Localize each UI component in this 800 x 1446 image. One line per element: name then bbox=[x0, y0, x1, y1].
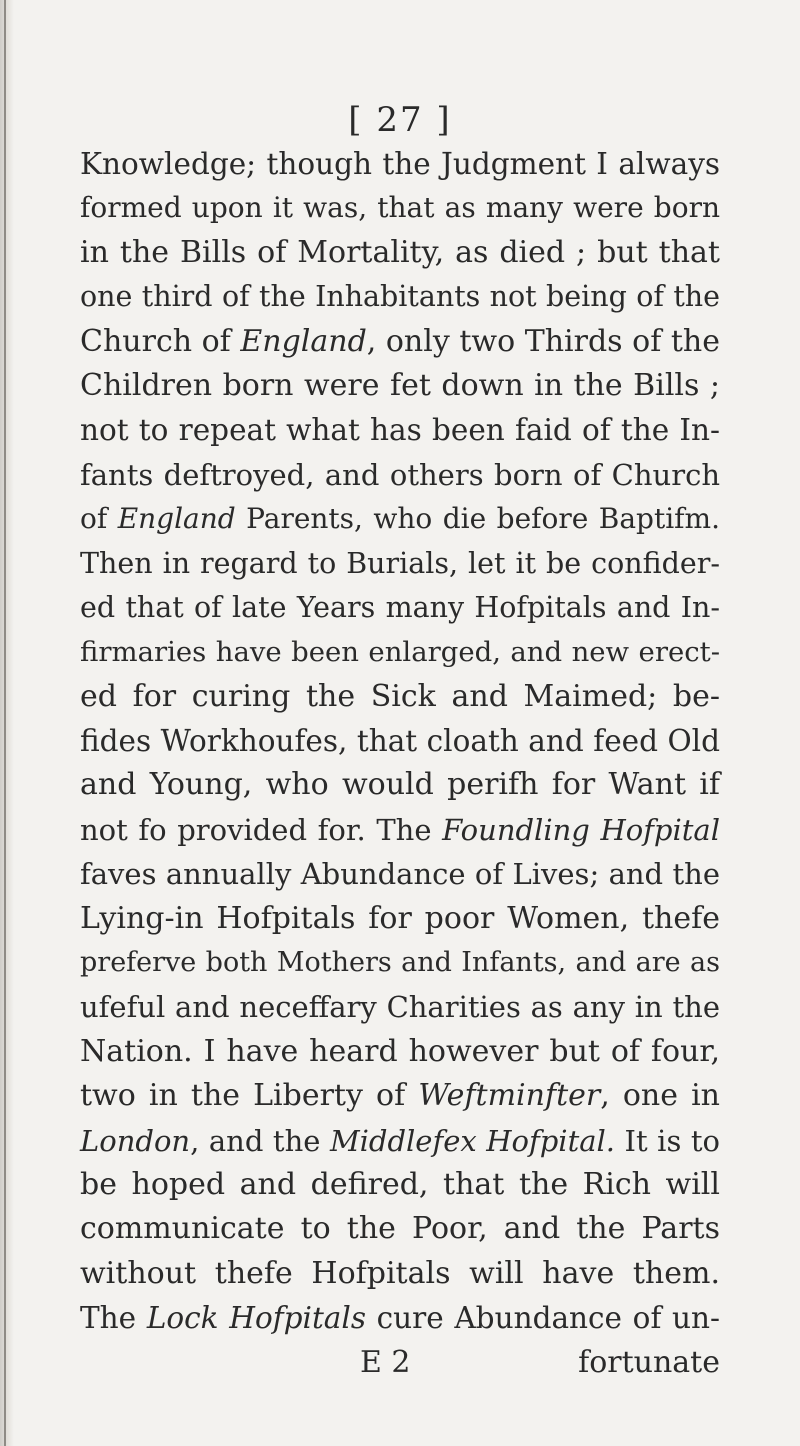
italic-text: England bbox=[240, 323, 367, 359]
line-text: not fo provided for. The bbox=[80, 812, 443, 847]
line-text: Lying-in Hofpitals for poor Women, thefe bbox=[80, 900, 720, 936]
line-text: faves annually Abundance of Lives; and the bbox=[80, 857, 720, 892]
italic-text: London bbox=[80, 1123, 191, 1158]
text-line bbox=[80, 897, 720, 941]
text-line bbox=[80, 497, 720, 541]
text-line bbox=[80, 808, 720, 852]
text-line bbox=[80, 453, 720, 497]
text-line bbox=[80, 1030, 720, 1074]
text-line bbox=[80, 763, 720, 807]
line-text: Children born were fet down in the Bills ; bbox=[80, 367, 720, 403]
text-line bbox=[80, 542, 720, 586]
text-line bbox=[80, 1163, 720, 1207]
text-line bbox=[80, 1119, 720, 1163]
text-line bbox=[80, 941, 720, 985]
line-text: communicate to the Poor, and the Parts bbox=[80, 1211, 720, 1247]
line-text: be hoped and defired, that the Rich will bbox=[80, 1166, 720, 1202]
signature-mark: E 2 bbox=[360, 1344, 411, 1380]
line-text: Then in regard to Burials, let it be confider- bbox=[80, 546, 720, 580]
text-line bbox=[80, 586, 720, 630]
line-text: of bbox=[80, 502, 118, 536]
line-text: , one in bbox=[600, 1078, 720, 1114]
binding-edge-line bbox=[4, 0, 6, 1446]
line-text: It is to bbox=[615, 1123, 720, 1158]
italic-text: England bbox=[117, 502, 236, 536]
line-text: Parents, who die before Baptifm. bbox=[235, 502, 720, 536]
line-text: fides Workhoufes, that cloath and feed Old bbox=[80, 724, 720, 759]
italic-text: Middlefex Hofpital. bbox=[329, 1123, 616, 1158]
text-line bbox=[80, 364, 720, 408]
line-text: ed that of late Years many Hofpitals and In- bbox=[80, 590, 720, 624]
text-line bbox=[80, 675, 720, 719]
line-text: firmaries have been enlarged, and new erect- bbox=[80, 636, 720, 669]
footer-line bbox=[80, 1341, 720, 1385]
text-line bbox=[80, 231, 720, 275]
text-line bbox=[80, 1296, 720, 1340]
italic-text: Foundling Hofpital bbox=[442, 812, 720, 847]
line-text: preferve both Mothers and Infants, and are as bbox=[80, 947, 720, 979]
line-text: two in the Liberty of bbox=[80, 1078, 419, 1114]
line-text: ed for curing the Sick and Maimed; be- bbox=[80, 678, 720, 714]
line-text: ufeful and neceffary Charities as any in the bbox=[80, 990, 720, 1025]
line-text: one third of the Inhabitants not being of the bbox=[80, 280, 720, 314]
page-number: [ 27 ] bbox=[348, 100, 452, 140]
line-text: , only two Thirds of the bbox=[366, 323, 720, 359]
italic-text: Weftminfter bbox=[418, 1078, 601, 1114]
text-line bbox=[80, 630, 720, 674]
line-text: , and the bbox=[190, 1123, 330, 1158]
text-line bbox=[80, 186, 720, 230]
text-line bbox=[80, 1207, 720, 1251]
line-text: not to repeat what has been faid of the In- bbox=[80, 413, 720, 448]
binding-shadow bbox=[0, 0, 14, 1446]
line-text: cure Abundance of un- bbox=[365, 1301, 720, 1336]
text-line bbox=[80, 408, 720, 452]
line-text: Church of bbox=[80, 323, 241, 359]
line-text: and Young, who would perifh for Want if bbox=[80, 767, 720, 803]
text-line bbox=[80, 852, 720, 896]
line-text: in the Bills of Mortality, as died ; but that bbox=[80, 234, 720, 270]
text-line bbox=[80, 1074, 720, 1118]
italic-text: Lock Hofpitals bbox=[146, 1301, 366, 1336]
line-text: fants deftroyed, and others born of Church bbox=[80, 457, 720, 492]
text-line bbox=[80, 985, 720, 1029]
text-line bbox=[80, 320, 720, 364]
line-text: Knowledge; though the Judgment I always bbox=[80, 147, 720, 181]
text-line bbox=[80, 1252, 720, 1296]
line-text: formed upon it was, that as many were born bbox=[80, 191, 720, 225]
line-text: without thefe Hofpitals will have them. bbox=[80, 1255, 720, 1291]
catchword: fortunate bbox=[578, 1344, 720, 1380]
body-text bbox=[80, 142, 720, 1385]
line-text: Nation. I have heard however but of four, bbox=[80, 1033, 720, 1069]
text-line bbox=[80, 142, 720, 186]
text-line bbox=[80, 275, 720, 319]
text-line bbox=[80, 719, 720, 763]
line-text: The bbox=[80, 1301, 147, 1336]
